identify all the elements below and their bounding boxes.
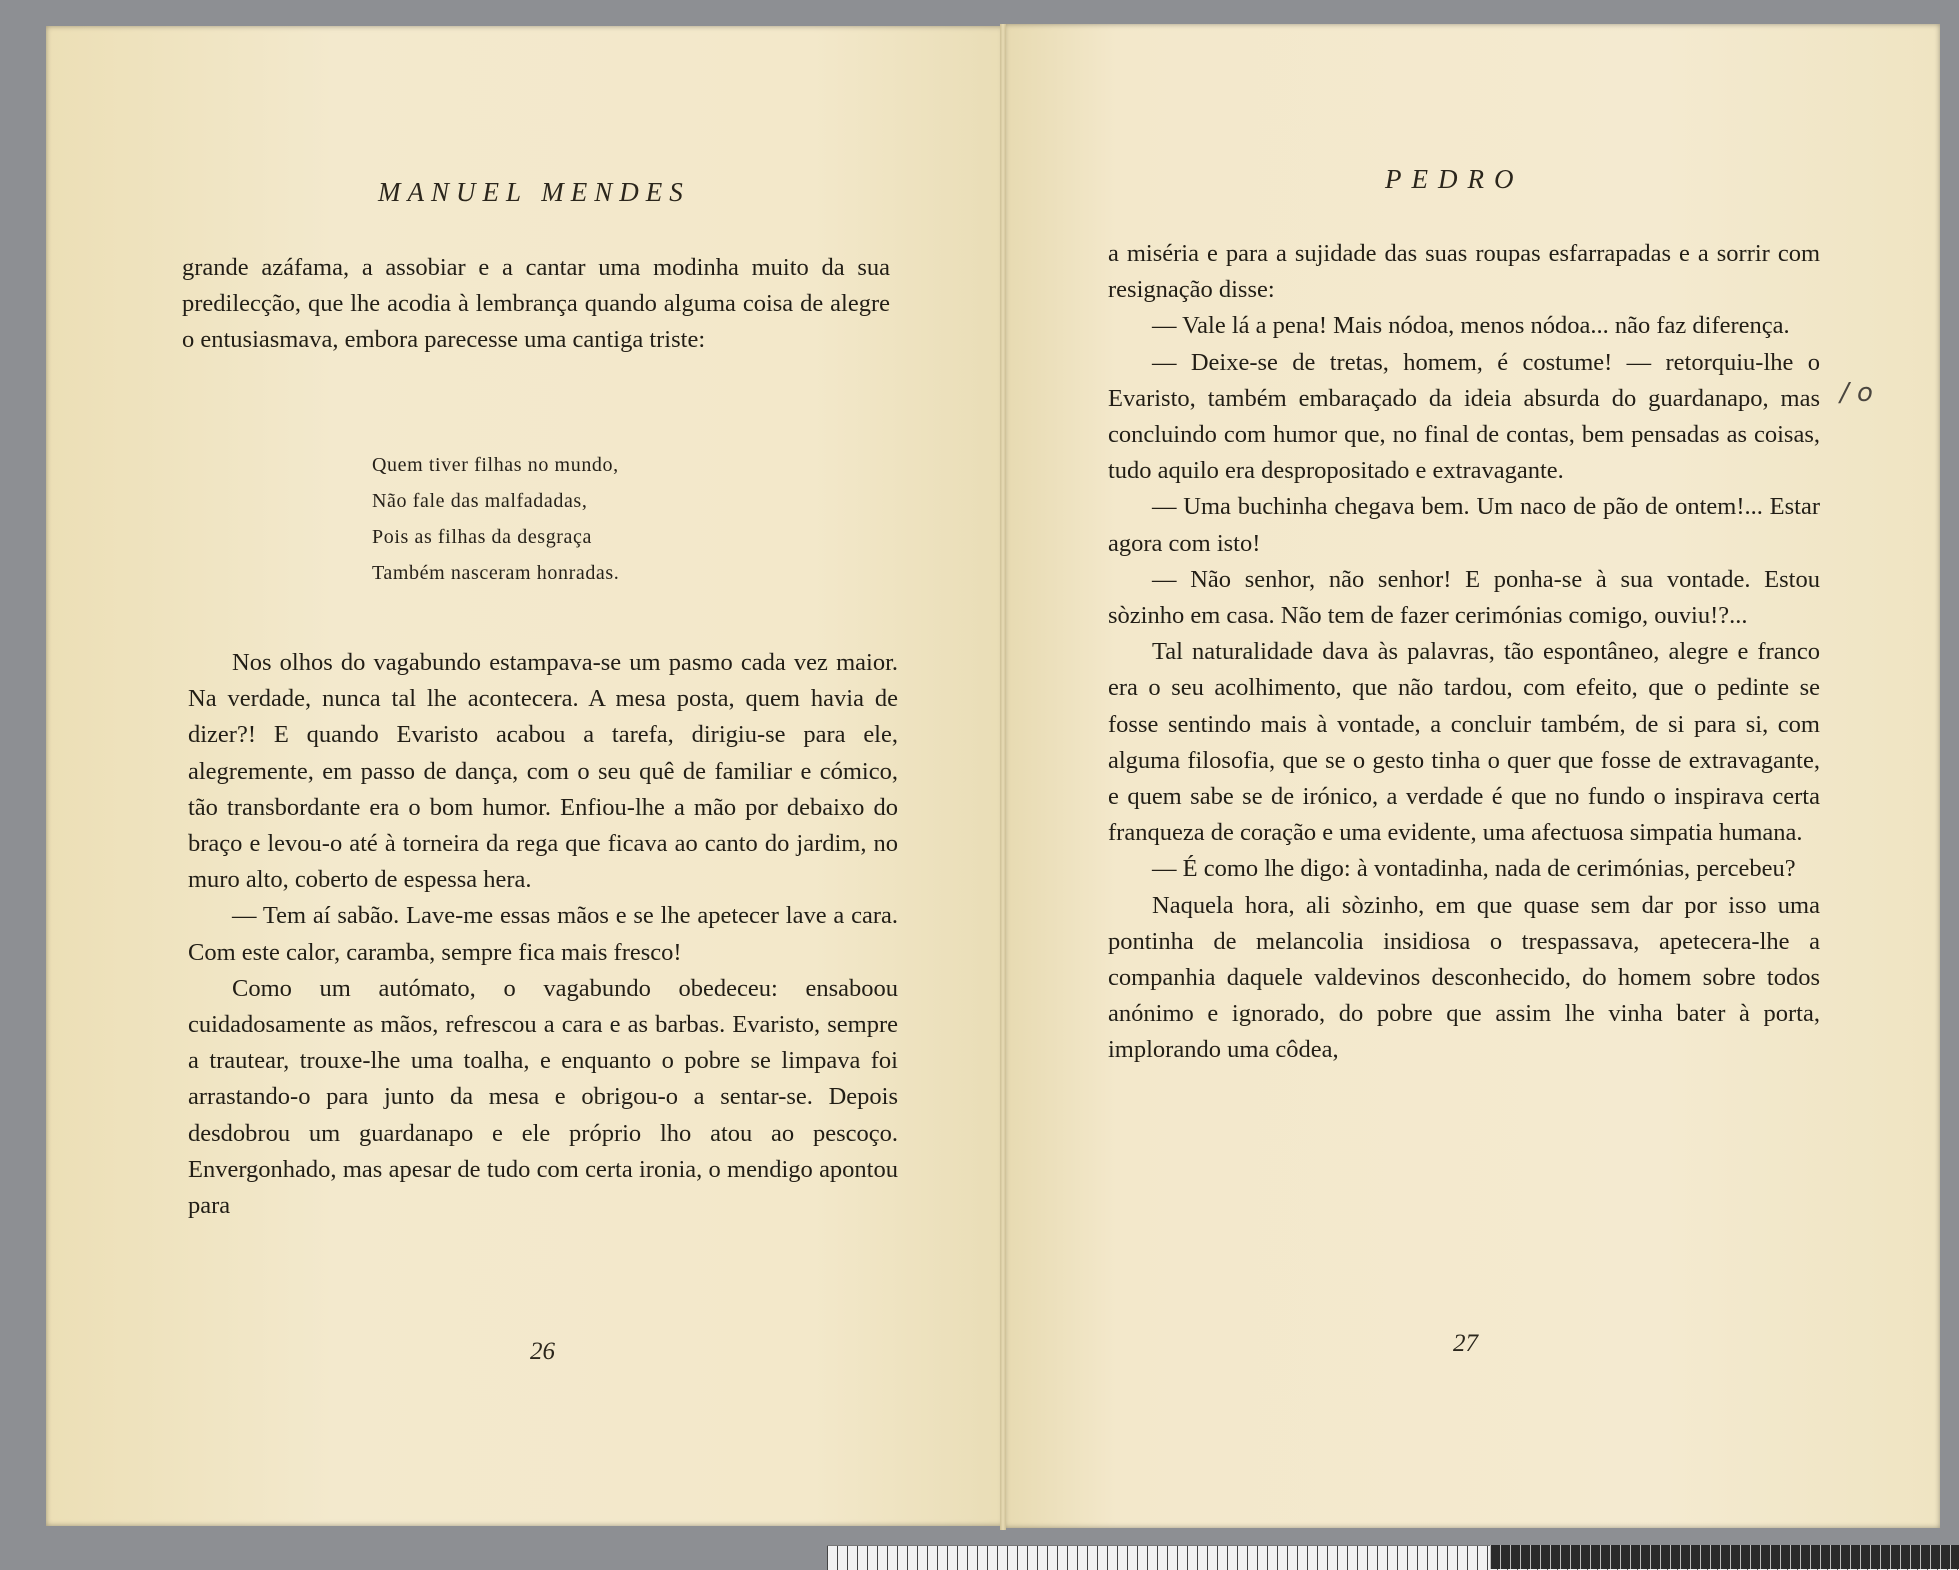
verse-line: Quem tiver filhas no mundo, xyxy=(372,454,619,476)
paragraph: — Tem aí sabão. Lave-me essas mãos e se lhe apetecer lave a cara. Com este calor, caramba, sempre fica mais fresco! xyxy=(188,902,898,966)
handwritten-margin-note: / o xyxy=(1840,378,1873,408)
paragraph: Como um autómato, o vagabundo obedeceu: ensaboou cuidadosamente as mãos, refrescou a cara e as barbas. Evaristo, sempre a trautear, trouxe-lhe uma toalha, e enquanto o pobre se limpava foi arrastando-o para junto da mesa e obrigou-o a sentar-se. Depois desdobrou um guardanapo e ele próprio lho atou ao pescoço. Envergonhado, mas apesar de tudo com certa ironia, o mendigo apontou para xyxy=(188,974,898,1220)
left-page-number: 26 xyxy=(530,1338,555,1365)
right-body-text xyxy=(1108,236,1820,1069)
paragraph: — Deixe-se de tretas, homem, é costume! — retorquiu-lhe o Evaristo, também embaraçado da ideia absurda do guardanapo, mas concluindo com humor que, no final de contas, bem pensadas as coisas, tudo aquilo era despropositado e extravagante. xyxy=(1108,348,1820,485)
paragraph: Tal naturalidade dava às palavras, tão espontâneo, alegre e franco era o seu acolhimento, que não tardou, com efeito, que o pedinte se fosse sentindo mais à vontade, a concluir também, de si para si, com alguma filosofia, que se o gesto tinha o quer que fosse de extravagante, e quem sabe se de irónico, a verdade é que no fundo o inspirava certa franqueza de coração e uma evidente, uma afectuosa simpatia humana. xyxy=(1108,638,1820,847)
left-intro-text xyxy=(182,250,890,359)
right-page-number: 27 xyxy=(1453,1330,1478,1357)
paragraph: — É como lhe digo: à vontadinha, nada de cerimónias, percebeu? xyxy=(1152,855,1796,883)
paragraph: grande azáfama, a assobiar e a cantar uma modinha muito da sua predilecção, que lhe acodia à lembrança quando alguma coisa de alegre o entusiasmava, embora parecesse uma cantiga triste: xyxy=(182,254,890,354)
verse-line: Não fale das malfadadas, xyxy=(372,490,588,512)
scan-ruler-dark xyxy=(1490,1545,1959,1569)
verse-line: Pois as filhas da desgraça xyxy=(372,526,592,548)
left-page-header: MANUEL MENDES xyxy=(378,177,690,207)
paragraph: Naquela hora, ali sòzinho, em que quase sem dar por isso uma pontinha de melancolia insidiosa o trespassava, apetecera-lhe a companhia daquele valdevinos desconhecido, do homem sobre todos anónimo e ignorado, do pobre que assim lhe vinha bater à porta, implorando uma côdea, xyxy=(1108,891,1820,1064)
paragraph: Nos olhos do vagabundo estampava-se um pasmo cada vez maior. Na verdade, nunca tal lhe acontecera. A mesa posta, quem havia de dizer?! E quando Evaristo acabou a tarefa, dirigiu-se para ele, alegremente, em passo de dança, com o seu quê de familiar e cómico, tão transbordante era o bom humor. Enfiou-lhe a mão por debaixo do braço e levou-o até à torneira da rega que ficava ao canto do jardim, no muro alto, coberto de espessa hera. xyxy=(188,649,898,894)
verse-line: Também nasceram honradas. xyxy=(372,562,620,584)
paragraph: — Não senhor, não senhor! E ponha-se à sua vontade. Estou sòzinho em casa. Não tem de fazer cerimónias comigo, ouviu!?... xyxy=(1108,565,1820,630)
left-body-text xyxy=(188,645,898,1224)
paragraph: — Uma buchinha chegava bem. Um naco de pão de ontem!... Estar agora com isto! xyxy=(1108,493,1820,557)
poem-verse xyxy=(372,447,619,591)
paragraph: a miséria e para a sujidade das suas roupas esfarrapadas e a sorrir com resignação disse: xyxy=(1108,240,1820,304)
book-gutter xyxy=(1000,24,1006,1530)
paragraph: — Vale lá a pena! Mais nódoa, menos nódoa... não faz diferença. xyxy=(1152,312,1790,340)
right-page-header: PEDRO xyxy=(1385,164,1524,194)
